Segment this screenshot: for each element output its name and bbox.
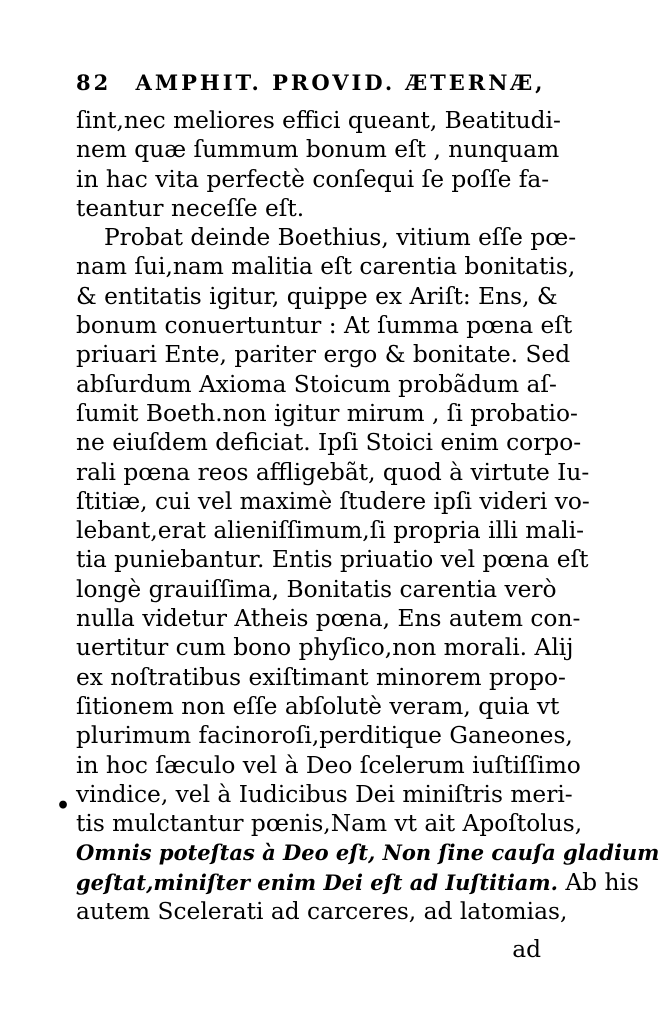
text-line: uertitur cum bono phyſico,non morali. Alij — [76, 634, 574, 662]
text-line: longè grauiſſima, Bonitatis carentia verò — [76, 575, 557, 603]
text-line: in hoc ſæculo vel à Deo ſcelerum iuſtiſſimo — [76, 751, 581, 779]
text-line: in hac vita perfectè conſequi ſe poſſe fa- — [76, 165, 550, 193]
italic-quote-line: Omnis poteſtas à Deo eſt, Non ſine cauſa gladium — [76, 840, 659, 866]
text-line: ſumit Boeth.non igitur mirum , ſi probatio- — [76, 399, 578, 427]
text-line: teantur neceſſe eſt. — [76, 194, 305, 222]
text-line: priuari Ente, pariter ergo & bonitate. Sed — [76, 341, 571, 369]
running-title: AMPHIT. PROVID. ÆTERNÆ, — [135, 70, 546, 95]
margin-mark: • — [56, 793, 71, 819]
text-line: autem Scelerati ad carceres, ad latomias, — [76, 898, 568, 926]
text-line: nulla videtur Atheis pœna, Ens autem con- — [76, 605, 581, 633]
text-line: nem quæ ſummum bonum eſt , nunquam — [76, 136, 560, 164]
text-line: lebant,erat alieniſſimum,ſi propria illi mali- — [76, 517, 585, 545]
text-line: ex noſtratibus exiſtimant minorem propo- — [76, 663, 566, 691]
text-line: ſitionem non eſſe abſolutè veram, quia vt — [76, 692, 560, 720]
text-line: bonum conuertuntur : At ſumma pœna eſt — [76, 312, 573, 340]
page-number: 82 — [76, 70, 112, 95]
text-line: tis mulctantur pœnis,Nam vt ait Apoſtolus, — [76, 810, 583, 838]
text-line: plurimum facinoroſi,perditique Ganeones, — [76, 722, 573, 750]
text-line: tia puniebantur. Entis priuatio vel pœna eſt — [76, 546, 589, 574]
text-line: nam ſui,nam malitia eſt carentia bonitatis, — [76, 253, 576, 281]
body-text — [76, 106, 659, 926]
text-line: vindice, vel à Iudicibus Dei miniſtris meri- — [76, 780, 573, 808]
italic-quote-line — [76, 868, 639, 897]
text-line: Probat deinde Boethius, vitium eſſe pœ- — [104, 224, 577, 252]
text-line: abſurdum Axioma Stoicum probãdum aſ- — [76, 370, 557, 398]
text-line: ſint,nec meliores effici queant, Beatitudi- — [76, 107, 561, 134]
text-line: & entitatis igitur, quippe ex Ariſt: Ens, & — [76, 282, 558, 310]
text-line: rali pœna reos affligebãt, quod à virtute Iu- — [76, 458, 590, 486]
catchword: ad — [512, 936, 541, 963]
text-line: ne eiuſdem deficiat. Ipſi Stoici enim corpo- — [76, 429, 582, 457]
roman-tail: Ab his — [557, 868, 639, 896]
running-head — [76, 70, 546, 95]
text-line: ſtitiæ, cui vel maximè ſtudere ipſi videri vo- — [76, 487, 590, 515]
italic-quote-text: geſtat,miniſter enim Dei eſt ad Iuſtitiam. — [76, 869, 558, 895]
